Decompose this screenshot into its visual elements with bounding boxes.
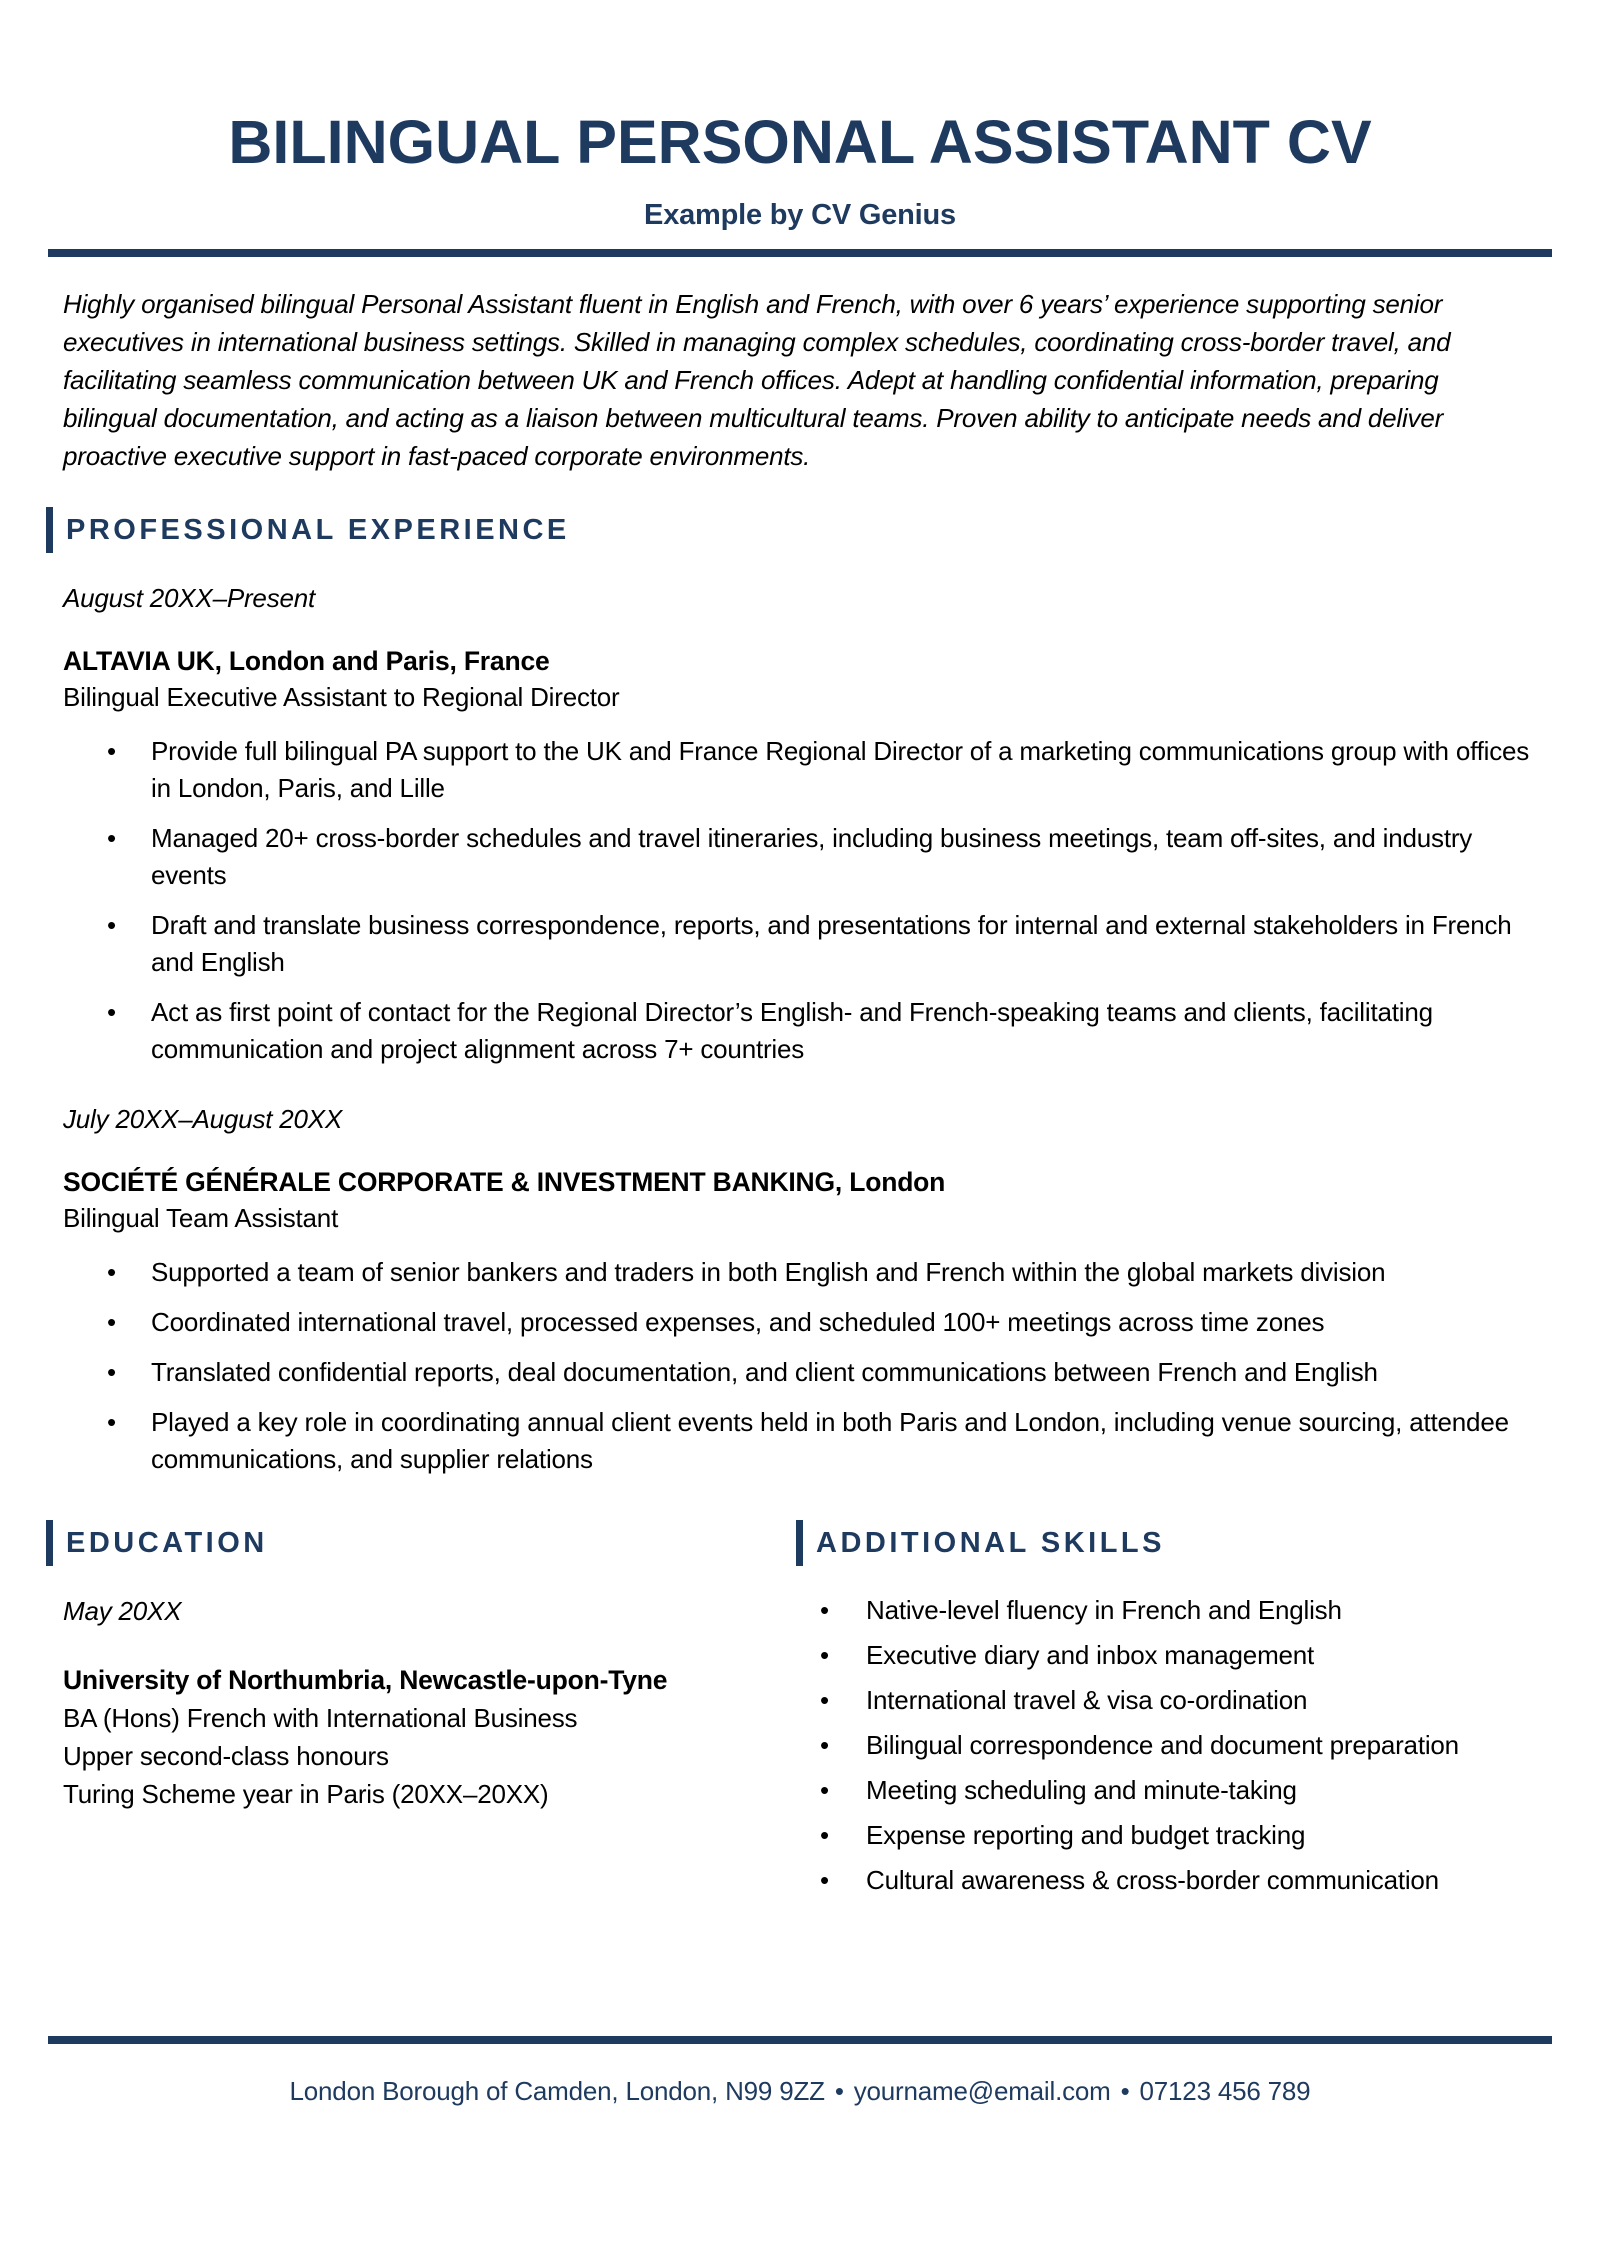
job-role: Bilingual Team Assistant [63, 1203, 339, 1234]
section-title: EDUCATION [66, 1526, 268, 1559]
job-entry [63, 583, 1537, 1068]
education-detail: Turing Scheme year in Paris (20XX–20XX) [63, 1779, 549, 1810]
section-accent-bar [796, 1520, 803, 1566]
skills-column [796, 1520, 1537, 1907]
summary-text: Highly organised bilingual Personal Assistant fluent in English and French, with over 6 years’ experience supporting senior executives in international business settings. Skilled in managing complex schedules, coordinating cross-border travel, and facilitating seamless communication between UK and French offices. Adept at handling confidential information, preparing bilingual documentation, and acting as a liaison between multicultural teams. Proven ability to anticipate needs and deliver proactive executive support in fast-paced corporate environments. [63, 289, 1451, 472]
section-heading-additional-skills [796, 1520, 1537, 1566]
skill-item: • Expense reporting and budget tracking [796, 1817, 1537, 1854]
page-footer [48, 2036, 1552, 2107]
footer-email: yourname@email.com [853, 2076, 1111, 2106]
page-subtitle: Example by CV Genius [644, 199, 956, 232]
job-bullet: • Managed 20+ cross-border schedules and travel itineraries, including business meetings, team off-sites, and industry events [63, 820, 1537, 894]
job-bullet-list [63, 1254, 1537, 1478]
section-title: ADDITIONAL SKILLS [816, 1526, 1165, 1559]
job-dates: July 20XX–August 20XX [63, 1104, 343, 1135]
job-bullet: • Translated confidential reports, deal documentation, and client communications between French and English [63, 1354, 1537, 1391]
education-column [63, 1520, 796, 1907]
skill-item: • Executive diary and inbox management [796, 1637, 1537, 1674]
skill-item: • Meeting scheduling and minute-taking [796, 1772, 1537, 1809]
footer-phone: 07123 456 789 [1139, 2076, 1311, 2106]
job-entry [63, 1104, 1537, 1478]
footer-divider [48, 2036, 1552, 2044]
job-bullet: • Draft and translate business correspondence, reports, and presentations for internal and external stakeholders in French and English [63, 907, 1537, 981]
section-accent-bar [46, 1520, 53, 1566]
skill-item: • International travel & visa co-ordination [796, 1682, 1537, 1719]
header-divider [48, 249, 1552, 257]
education-detail: BA (Hons) French with International Business [63, 1703, 578, 1734]
skill-item: • Bilingual correspondence and document preparation [796, 1727, 1537, 1764]
education-school: University of Northumbria, Newcastle-upon-Tyne [63, 1665, 668, 1696]
education-detail-list [63, 1699, 796, 1813]
footer-address: London Borough of Camden, London, N99 9ZZ [289, 2076, 825, 2106]
skill-list [796, 1592, 1537, 1899]
job-company: ALTAVIA UK, London and Paris, France [63, 646, 550, 677]
footer-separator: • [1120, 2076, 1130, 2106]
footer-separator: • [834, 2076, 844, 2106]
job-role: Bilingual Executive Assistant to Regional Director [63, 682, 620, 713]
footer-contact-line [48, 2076, 1552, 2107]
page-title: BILINGUAL PERSONAL ASSISTANT CV [228, 108, 1372, 176]
education-dates: May 20XX [63, 1596, 182, 1627]
section-heading-education [46, 1520, 796, 1566]
skill-item: • Cultural awareness & cross-border communication [796, 1862, 1537, 1899]
job-bullet: • Provide full bilingual PA support to the UK and France Regional Director of a marketing communications group with offices in London, Paris, and Lille [63, 733, 1537, 807]
section-heading-professional-experience [46, 507, 1537, 553]
job-bullet: • Played a key role in coordinating annual client events held in both Paris and London, including venue sourcing, attendee communications, and supplier relations [63, 1404, 1537, 1478]
job-bullet: • Coordinated international travel, processed expenses, and scheduled 100+ meetings across time zones [63, 1304, 1537, 1341]
job-company: SOCIÉTÉ GÉNÉRALE CORPORATE & INVESTMENT BANKING, London [63, 1167, 946, 1198]
education-detail: Upper second-class honours [63, 1741, 389, 1772]
job-bullet: • Supported a team of senior bankers and traders in both English and French within the global markets division [63, 1254, 1537, 1291]
section-title: PROFESSIONAL EXPERIENCE [66, 513, 570, 546]
two-column-section [63, 1520, 1537, 1907]
job-dates: August 20XX–Present [63, 583, 316, 614]
skill-item: • Native-level fluency in French and English [796, 1592, 1537, 1629]
job-bullet-list [63, 733, 1537, 1068]
job-bullet: • Act as first point of contact for the Regional Director’s English- and French-speaking teams and clients, facilitating communication and project alignment across 7+ countries [63, 994, 1537, 1068]
section-accent-bar [46, 507, 53, 553]
